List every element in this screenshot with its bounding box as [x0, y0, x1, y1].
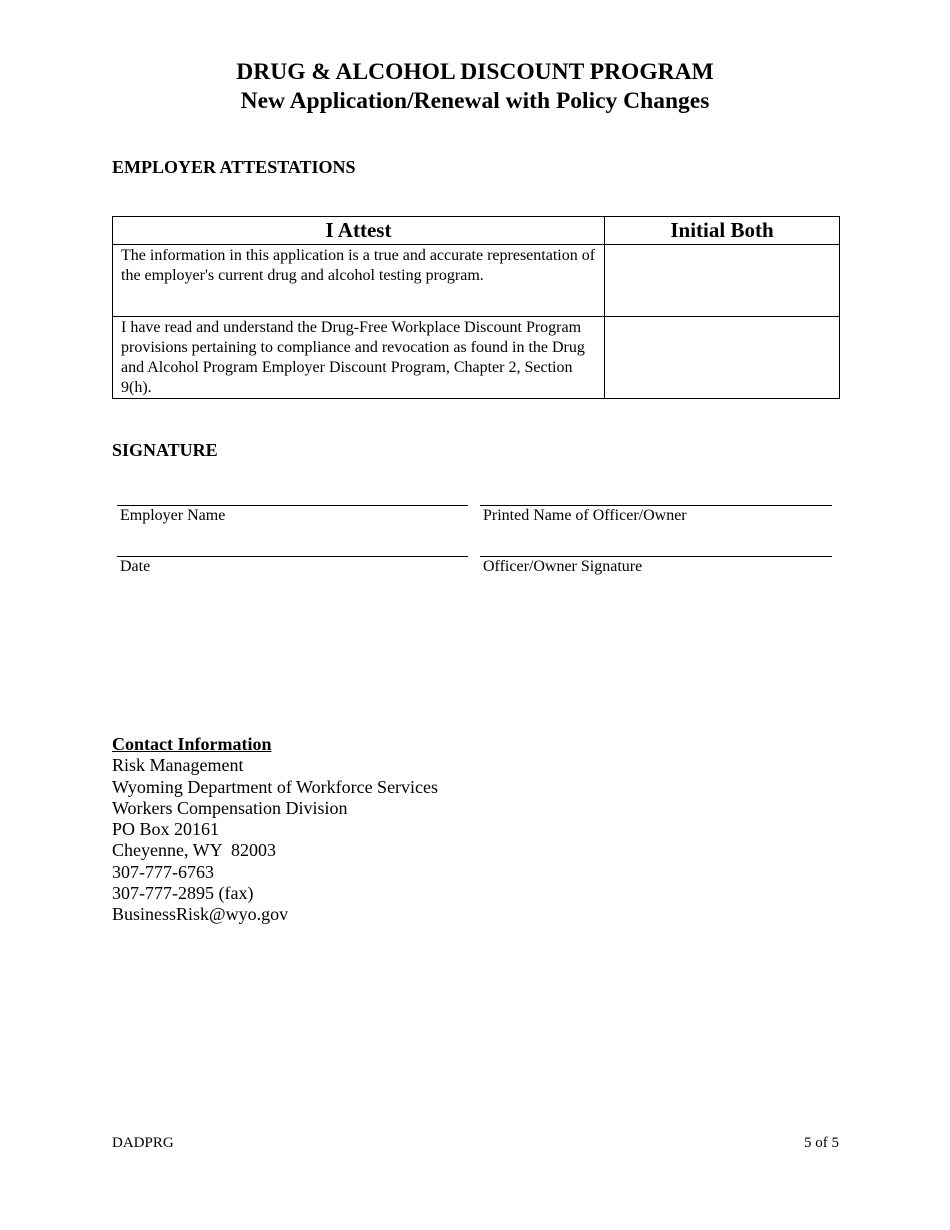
signature-heading: SIGNATURE	[112, 440, 218, 460]
column-header-initial: Initial Both	[605, 217, 840, 245]
employer-name-label: Employer Name	[120, 507, 226, 524]
table-row	[113, 317, 840, 399]
contact-line: PO Box 20161	[112, 819, 220, 840]
contact-line: Risk Management	[112, 755, 244, 776]
table-row	[113, 245, 840, 317]
initial-field[interactable]	[605, 317, 840, 399]
initial-field[interactable]	[605, 245, 840, 317]
contact-fax: 307-777-2895 (fax)	[112, 883, 254, 904]
attestation-statement: The information in this application is a true and accurate representation of the employer's current drug and alcohol testing program.	[113, 245, 605, 317]
date-label: Date	[120, 558, 151, 575]
contact-line: Workers Compensation Division	[112, 797, 348, 818]
footer-page-number: 5 of 5	[804, 1135, 839, 1151]
officer-signature-label: Officer/Owner Signature	[483, 558, 643, 575]
document-title: DRUG & ALCOHOL DISCOUNT PROGRAM	[236, 59, 714, 85]
contact-line: Wyoming Department of Workforce Services	[112, 776, 439, 797]
document-subtitle: New Application/Renewal with Policy Changes	[240, 88, 710, 114]
contact-email[interactable]: BusinessRisk@wyo.gov	[112, 904, 289, 925]
attestation-statement: I have read and understand the Drug-Free Workplace Discount Program provisions pertaining to compliance and revocation as found in the Drug and Alcohol Program Employer Discount Program, Chapter 2, Section 9(h).	[113, 317, 605, 399]
footer-form-code: DADPRG	[112, 1135, 174, 1151]
contact-line: Cheyenne, WY 82003	[112, 840, 276, 861]
date-line[interactable]	[117, 556, 468, 557]
printed-name-label: Printed Name of Officer/Owner	[483, 507, 687, 524]
attestations-heading: EMPLOYER ATTESTATIONS	[112, 157, 356, 177]
contact-phone: 307-777-6763	[112, 861, 214, 882]
contact-heading: Contact Information	[112, 734, 272, 754]
contact-block	[112, 734, 438, 926]
column-header-attest: I Attest	[113, 217, 605, 245]
attestations-table	[112, 216, 840, 399]
